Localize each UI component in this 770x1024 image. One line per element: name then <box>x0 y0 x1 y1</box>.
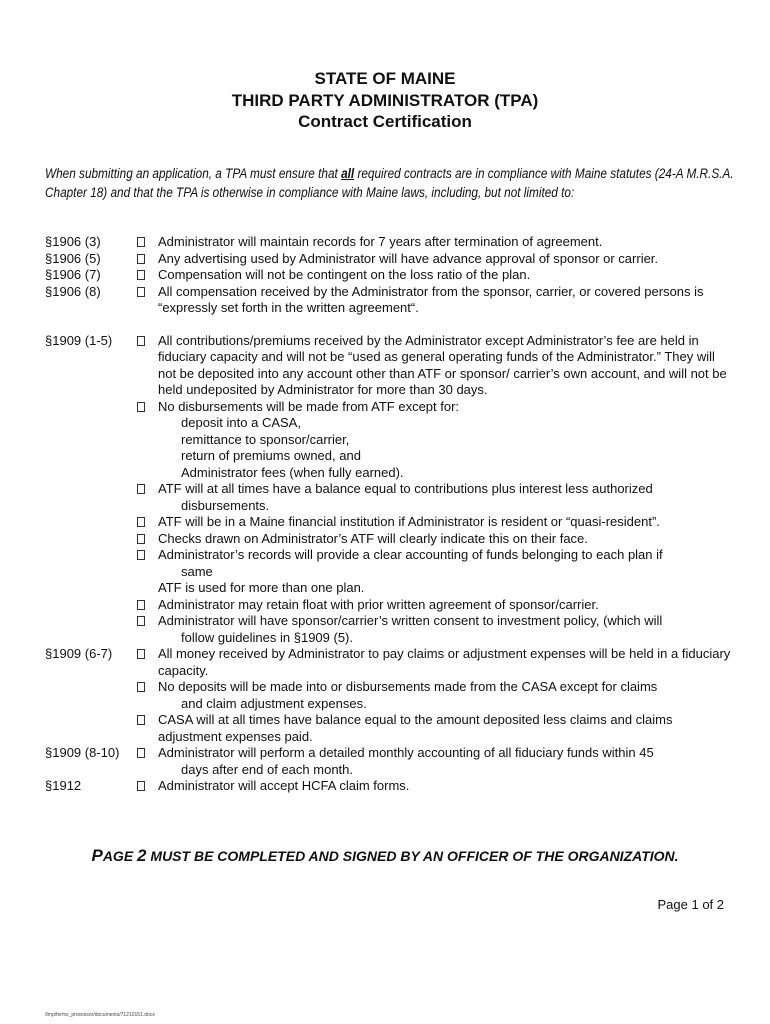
checkbox-icon[interactable] <box>137 715 145 725</box>
requirement-text: Administrator may retain float with prior written agreement of sponsor/carrier. <box>158 596 599 612</box>
requirement-text: ATF will be in a Maine financial institution if Administrator is resident or “quasi-resident”. <box>158 514 660 529</box>
requirement-row <box>45 234 735 251</box>
requirement-text: deposit into a CASA, <box>181 415 301 430</box>
file-path: /tmp/forms_processor/documents/71210151.docx <box>45 1012 155 1018</box>
requirement-row <box>45 465 735 482</box>
requirement-row <box>45 679 735 712</box>
requirements-list <box>45 234 735 795</box>
section-reference: §1912 <box>45 778 82 793</box>
requirement-row <box>45 448 735 465</box>
requirement-row <box>45 432 735 449</box>
requirement-text: return of premiums owned, and <box>181 448 361 463</box>
tpa-heading: THIRD PARTY ADMINISTRATOR (TPA) <box>231 91 539 110</box>
requirement-text: Checks drawn on Administrator’s ATF will clearly indicate this on their face. <box>158 530 588 546</box>
requirement-text: ATF will at all times have a balance equal to contributions plus interest less authorized <box>158 481 653 496</box>
requirement-row <box>45 399 735 416</box>
requirement-text: Administrator will perform a detailed monthly accounting of all fiduciary funds within 45 <box>158 745 654 760</box>
requirement-row <box>45 415 735 432</box>
intro-after: required contracts are in compliance with Maine statutes (24-A M.R.S.A. Chapter 18) and that the TPA is otherwise in compliance with Maine laws, including, but not limited to: <box>45 166 734 200</box>
notice-number: 2 <box>137 846 147 865</box>
state-heading: STATE OF MAINE <box>314 69 456 88</box>
checkbox-icon[interactable] <box>137 616 145 626</box>
requirement-row <box>45 547 735 580</box>
requirement-text-continued: days after end of each month. <box>181 761 353 777</box>
page-number: Page 1 of 2 <box>657 897 724 912</box>
requirement-row <box>45 267 735 284</box>
requirement-text: Compensation will not be contingent on the loss ratio of the plan. <box>158 267 531 282</box>
page2-notice <box>0 846 770 866</box>
requirement-row <box>45 251 735 268</box>
certification-heading: Contract Certification <box>298 112 472 131</box>
checkbox-icon[interactable] <box>137 781 145 791</box>
checkbox-icon[interactable] <box>137 336 145 346</box>
requirement-text-continued: and claim adjustment expenses. <box>181 695 367 711</box>
intro-emphasis: all <box>341 166 355 181</box>
requirement-text: remittance to sponsor/carrier, <box>181 431 350 447</box>
requirement-row <box>45 333 735 399</box>
requirement-text-continued: follow guidelines in §1909 (5). <box>181 629 353 645</box>
checkbox-icon[interactable] <box>137 534 145 544</box>
requirement-text: Administrator’s records will provide a clear accounting of funds belonging to each plan if <box>158 547 663 562</box>
requirement-text: Administrator will accept HCFA claim forms. <box>158 778 410 793</box>
requirement-row <box>45 778 735 795</box>
checkbox-icon[interactable] <box>137 649 145 659</box>
requirement-row <box>45 514 735 531</box>
section-reference: §1906 (3) <box>45 234 101 249</box>
checkbox-icon[interactable] <box>137 682 145 692</box>
requirement-text: No deposits will be made into or disbursements made from the CASA except for claims <box>158 679 658 694</box>
section-reference: §1909 (1-5) <box>45 332 113 348</box>
checkbox-icon[interactable] <box>137 270 145 280</box>
checkbox-icon[interactable] <box>137 402 145 412</box>
requirement-text: No disbursements will be made from ATF except for: <box>158 398 460 414</box>
section-reference: §1909 (8-10) <box>45 745 120 760</box>
requirement-row <box>45 597 735 614</box>
notice-part1: AGE <box>102 848 138 864</box>
requirement-text: Administrator fees (when fully earned). <box>181 464 404 480</box>
requirement-text: Administrator will maintain records for 7 years after termination of agreement. <box>158 234 603 249</box>
notice-first-letter: P <box>91 846 103 865</box>
requirement-row <box>45 646 735 679</box>
checkbox-icon[interactable] <box>137 550 145 560</box>
checkbox-icon[interactable] <box>137 748 145 758</box>
checkbox-icon[interactable] <box>137 237 145 247</box>
requirement-row <box>45 712 735 745</box>
requirement-text-continued: disbursements. <box>181 497 270 513</box>
requirement-text: Any advertising used by Administrator will have advance approval of sponsor or carrier. <box>158 250 659 266</box>
section-reference: §1906 (5) <box>45 250 101 266</box>
requirement-text: Administrator will have sponsor/carrier’s written consent to investment policy, (which will <box>158 613 663 628</box>
requirement-row <box>45 531 735 548</box>
intro-paragraph <box>45 164 735 202</box>
requirement-text: All compensation received by the Administrator from the sponsor, carrier, or covered persons is “expressly set forth in the written agreement“. <box>158 283 704 315</box>
section-reference: §1909 (6-7) <box>45 646 113 661</box>
section-reference: §1906 (8) <box>45 283 101 299</box>
requirement-text: All contributions/premiums received by the Administrator except Administrator’s fee are held in fiduciary capacity and will not be “used as general operating funds of the Administrator.” They will not be deposited into any account other than ATF or sponsor/ carrier’s own account, and will not be held undeposited by Administrator for more than 30 days. <box>158 332 727 397</box>
requirement-text: All money received by Administrator to pay claims or adjustment expenses will be held in a fiduciary capacity. <box>158 646 731 678</box>
requirement-row <box>45 580 735 597</box>
intro-before: When submitting an application, a TPA must ensure that <box>45 166 342 181</box>
requirement-text: CASA will at all times have balance equal to the amount deposited less claims and claims adjustment expenses paid. <box>158 712 673 744</box>
requirement-row <box>45 481 735 514</box>
requirement-row <box>45 745 735 778</box>
requirement-text: ATF is used for more than one plan. <box>158 580 365 595</box>
requirement-row <box>45 613 735 646</box>
checkbox-icon[interactable] <box>137 254 145 264</box>
checkbox-icon[interactable] <box>137 600 145 610</box>
requirement-text-continued: same <box>181 563 213 579</box>
checkbox-icon[interactable] <box>137 484 145 494</box>
checkbox-icon[interactable] <box>137 287 145 297</box>
notice-part2: MUST BE COMPLETED AND SIGNED BY AN OFFICER OF THE ORGANIZATION. <box>146 848 679 864</box>
section-reference: §1906 (7) <box>45 267 101 282</box>
requirement-row <box>45 284 735 317</box>
checkbox-icon[interactable] <box>137 517 145 527</box>
